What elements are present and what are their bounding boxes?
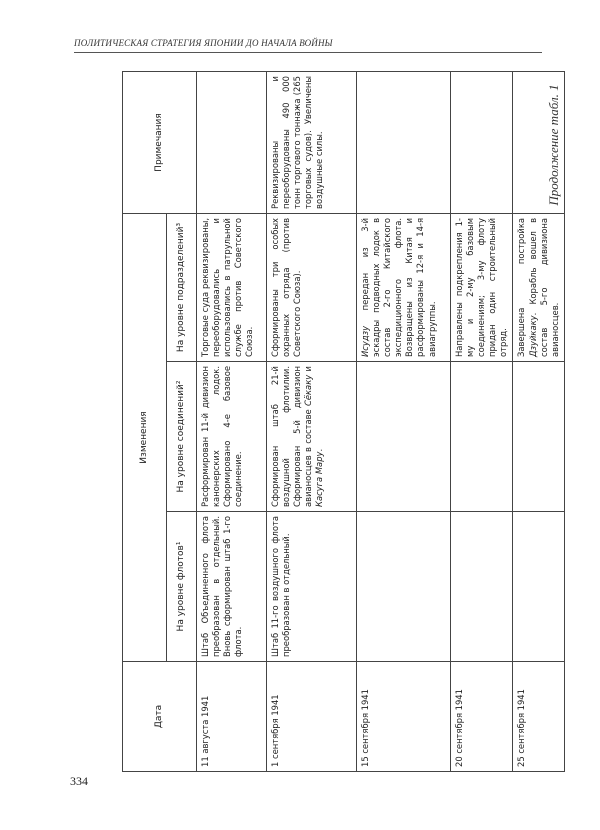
table-row bbox=[267, 71, 357, 771]
table-row bbox=[451, 71, 513, 771]
cell-date: 25 сентября 1941 bbox=[513, 662, 564, 772]
cell-date: 11 августа 1941 bbox=[197, 662, 267, 772]
cell-unit: Сформированы три особых охранных отряда (против Советского Союза). bbox=[267, 213, 357, 361]
ship-name: Сёкаку bbox=[303, 374, 314, 406]
formation-conjunction: и bbox=[303, 366, 314, 375]
running-head: ПОЛИТИЧЕСКАЯ СТРАТЕГИЯ ЯПОНИИ ДО НАЧАЛА ВОЙНЫ bbox=[74, 38, 333, 48]
cell-date: 20 сентября 1941 bbox=[451, 662, 513, 772]
cell-fleet: Штаб Объединенного флота преобразован в отдельный. Вновь сформирован штаб 1-го флота. bbox=[197, 512, 267, 662]
cell-formation bbox=[267, 362, 357, 512]
ship-name: Дзуйкаку bbox=[527, 315, 538, 357]
unit-text: . Корабль вошел в состав 5-го дивизиона авианосцев. bbox=[527, 217, 560, 357]
header-changes: Изменения bbox=[123, 213, 167, 661]
cell-notes bbox=[197, 71, 267, 213]
continuation-text: Продолжение табл. 1 bbox=[546, 84, 561, 206]
cell-unit bbox=[513, 213, 564, 361]
header-formation-level: На уровне соединений² bbox=[167, 362, 197, 512]
ship-name: Касуга Мару bbox=[314, 451, 325, 507]
cell-date: 1 сентября 1941 bbox=[267, 662, 357, 772]
unit-text: передан из 3-й эскадры подводных лодок в состав 2-го Китайского экспедиционного флота. Возвращены из Китая и расформированы 12-я и 14-я авиагруппы. bbox=[360, 217, 437, 357]
unit-text: Завершена постройка bbox=[516, 217, 527, 357]
header-fleet-level: На уровне флотов¹ bbox=[167, 512, 197, 662]
ship-name: Исудзу bbox=[360, 325, 370, 357]
table-row bbox=[357, 71, 451, 771]
cell-notes bbox=[513, 71, 564, 213]
header-date: Дата bbox=[123, 662, 197, 772]
cell-date: 15 сентября 1941 bbox=[357, 662, 451, 772]
cell-formation bbox=[357, 362, 451, 512]
cell-notes bbox=[357, 71, 451, 213]
cell-fleet bbox=[451, 512, 513, 662]
fleet-changes-table bbox=[122, 71, 565, 772]
cell-fleet bbox=[357, 512, 451, 662]
cell-notes bbox=[451, 71, 513, 213]
table-row bbox=[513, 71, 564, 771]
table-row bbox=[197, 71, 267, 771]
cell-fleet: Штаб 11-го воздушного флота преобразован в отдельный. bbox=[267, 512, 357, 662]
formation-end: . bbox=[314, 448, 325, 452]
page-number: 334 bbox=[70, 774, 88, 788]
cell-fleet bbox=[513, 512, 564, 662]
cell-unit bbox=[357, 213, 451, 361]
formation-text: Сформирован штаб 21-й воздушной флотилии. Сформирован 5-й дивизион авианосцев в составе bbox=[270, 366, 314, 507]
cell-formation bbox=[451, 362, 513, 512]
header-rule bbox=[74, 52, 542, 53]
cell-formation bbox=[513, 362, 564, 512]
header-notes: Примечания bbox=[123, 71, 197, 213]
cell-unit: Направлены подкрепления 1-му и 2-му базовым соединениям; 3-му флоту придан один строительный отряд. bbox=[451, 213, 513, 361]
cell-formation: Расформирован 11-й дивизион канонерских лодок. Сформировано 4-е базовое соединение. bbox=[197, 362, 267, 512]
cell-notes: Реквизированы и переоборудованы 490 000 тонн торгового тоннажа (265 торговых судов). Увеличены воздушные силы. bbox=[267, 71, 357, 213]
cell-unit: Торговые суда реквизированы, переоборудовались и использовались в патрульной службе против Советского Союза. bbox=[197, 213, 267, 361]
header-unit-level: На уровне подразделений³ bbox=[167, 213, 197, 361]
